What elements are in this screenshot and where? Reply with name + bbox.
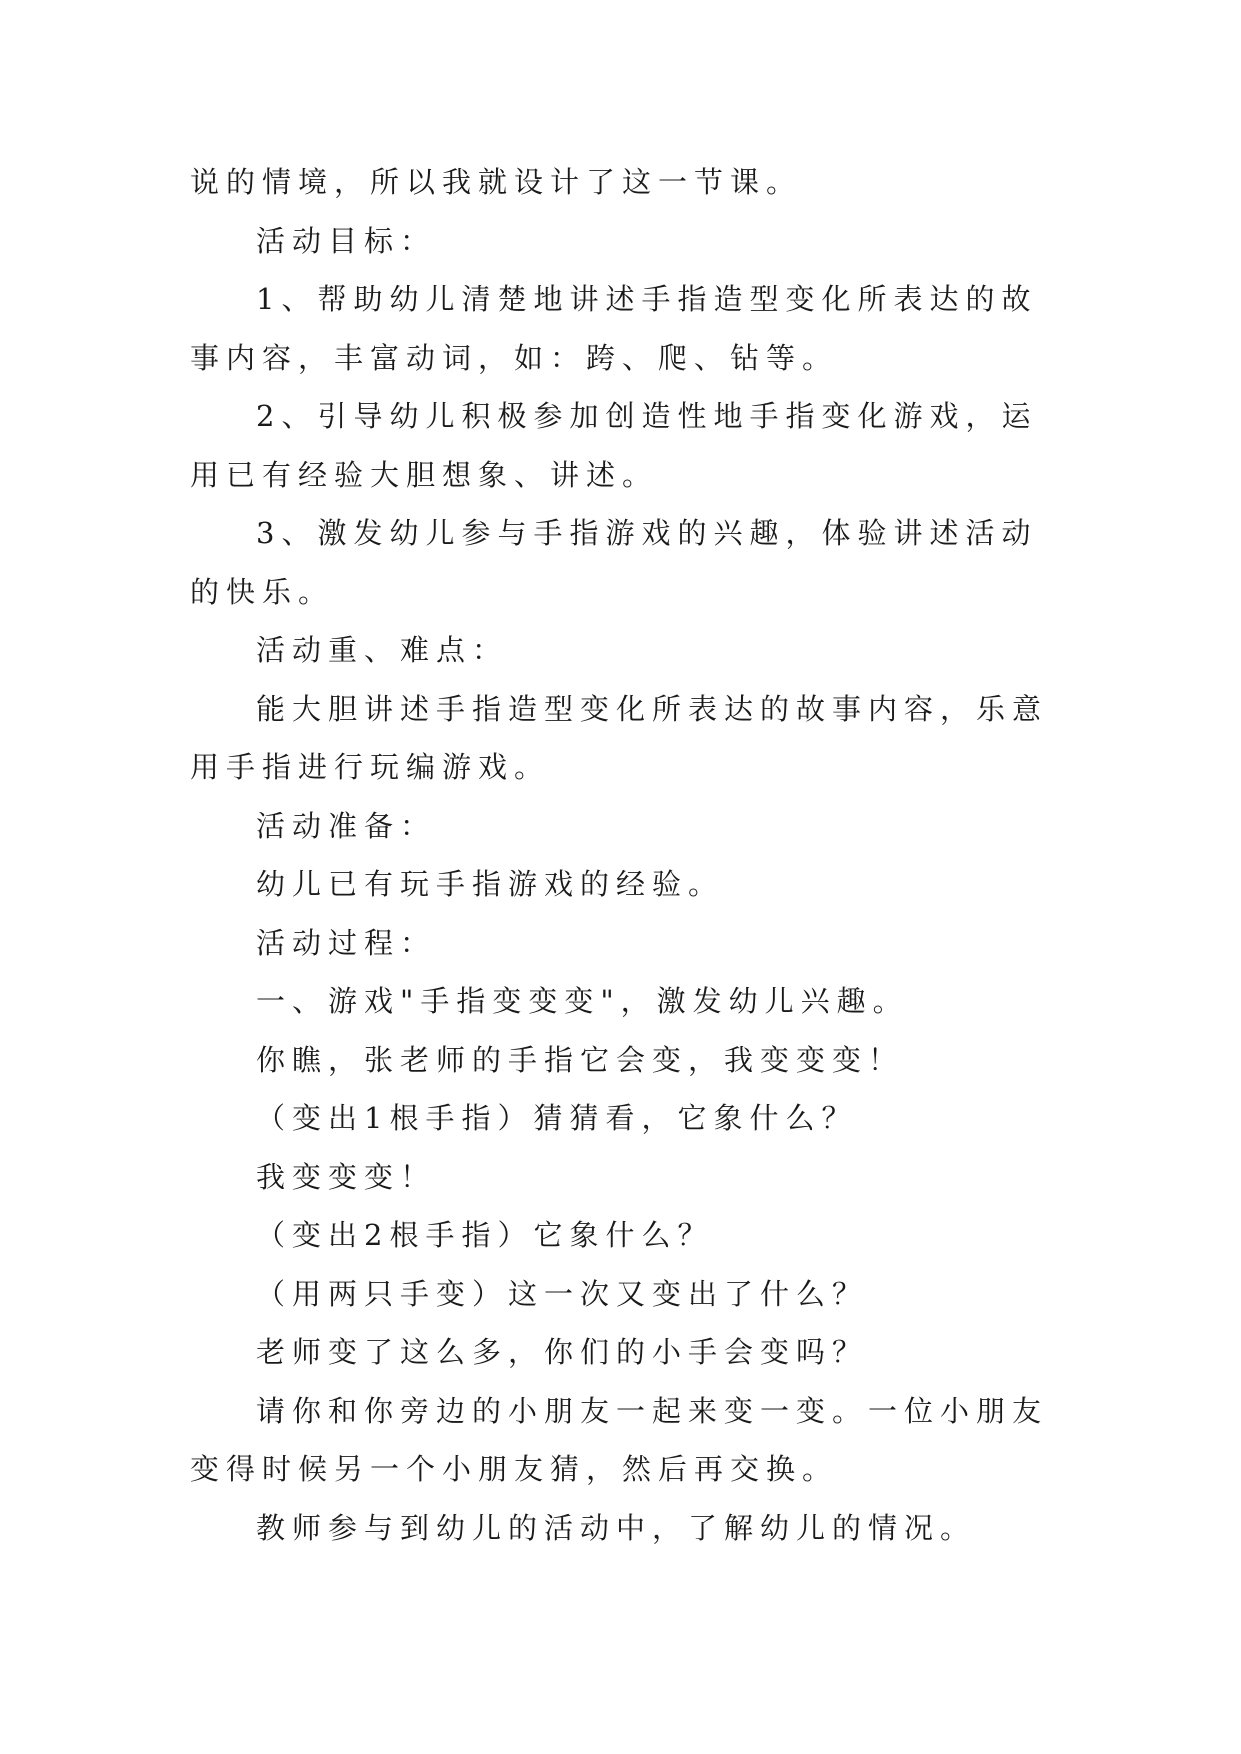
paragraph: （变出2根手指）它象什么？: [256, 1218, 714, 1252]
paragraph: 你瞧，张老师的手指它会变，我变变变！: [256, 1042, 905, 1077]
paragraph: 老师变了这么多，你们的小手会变吗？: [256, 1335, 869, 1369]
paragraph: 我变变变！: [256, 1159, 437, 1194]
paragraph: （变出1根手指）猜猜看，它象什么？: [256, 1101, 858, 1135]
section-heading-goals: 活动目标：: [256, 223, 437, 258]
goal-item-3: 3、激发幼儿参与手指游戏的兴趣，体验讲述活动的快乐。: [190, 516, 1038, 609]
section-heading-process: 活动过程：: [256, 925, 437, 960]
section-heading-preparation: 活动准备：: [256, 808, 437, 843]
document-body: [190, 153, 1050, 1557]
step-heading: 一、游戏"手指变变变"，激发幼儿兴趣。: [256, 984, 909, 1018]
paragraph: 教师参与到幼儿的活动中，了解幼儿的情况。: [256, 1510, 977, 1545]
section-heading-key-points: 活动重、难点：: [256, 633, 509, 667]
paragraph: 能大胆讲述手指造型变化所表达的故事内容，乐意用手指进行玩编游戏。: [190, 691, 1049, 784]
paragraph: 幼儿已有玩手指游戏的经验。: [256, 867, 725, 901]
goal-item-1: 1、帮助幼儿清楚地讲述手指造型变化所表达的故事内容，丰富动词，如：跨、爬、钻等。: [190, 282, 1038, 375]
paragraph: 请你和你旁边的小朋友一起来变一变。一位小朋友变得时候另一个小朋友猜，然后再交换。: [190, 1393, 1049, 1486]
paragraph: 说的情境，所以我就设计了这一节课。: [190, 165, 803, 199]
paragraph: （用两只手变）这一次又变出了什么？: [256, 1276, 869, 1311]
goal-item-2: 2、引导幼儿积极参加创造性地手指变化游戏，运用已有经验大胆想象、讲述。: [190, 399, 1038, 492]
